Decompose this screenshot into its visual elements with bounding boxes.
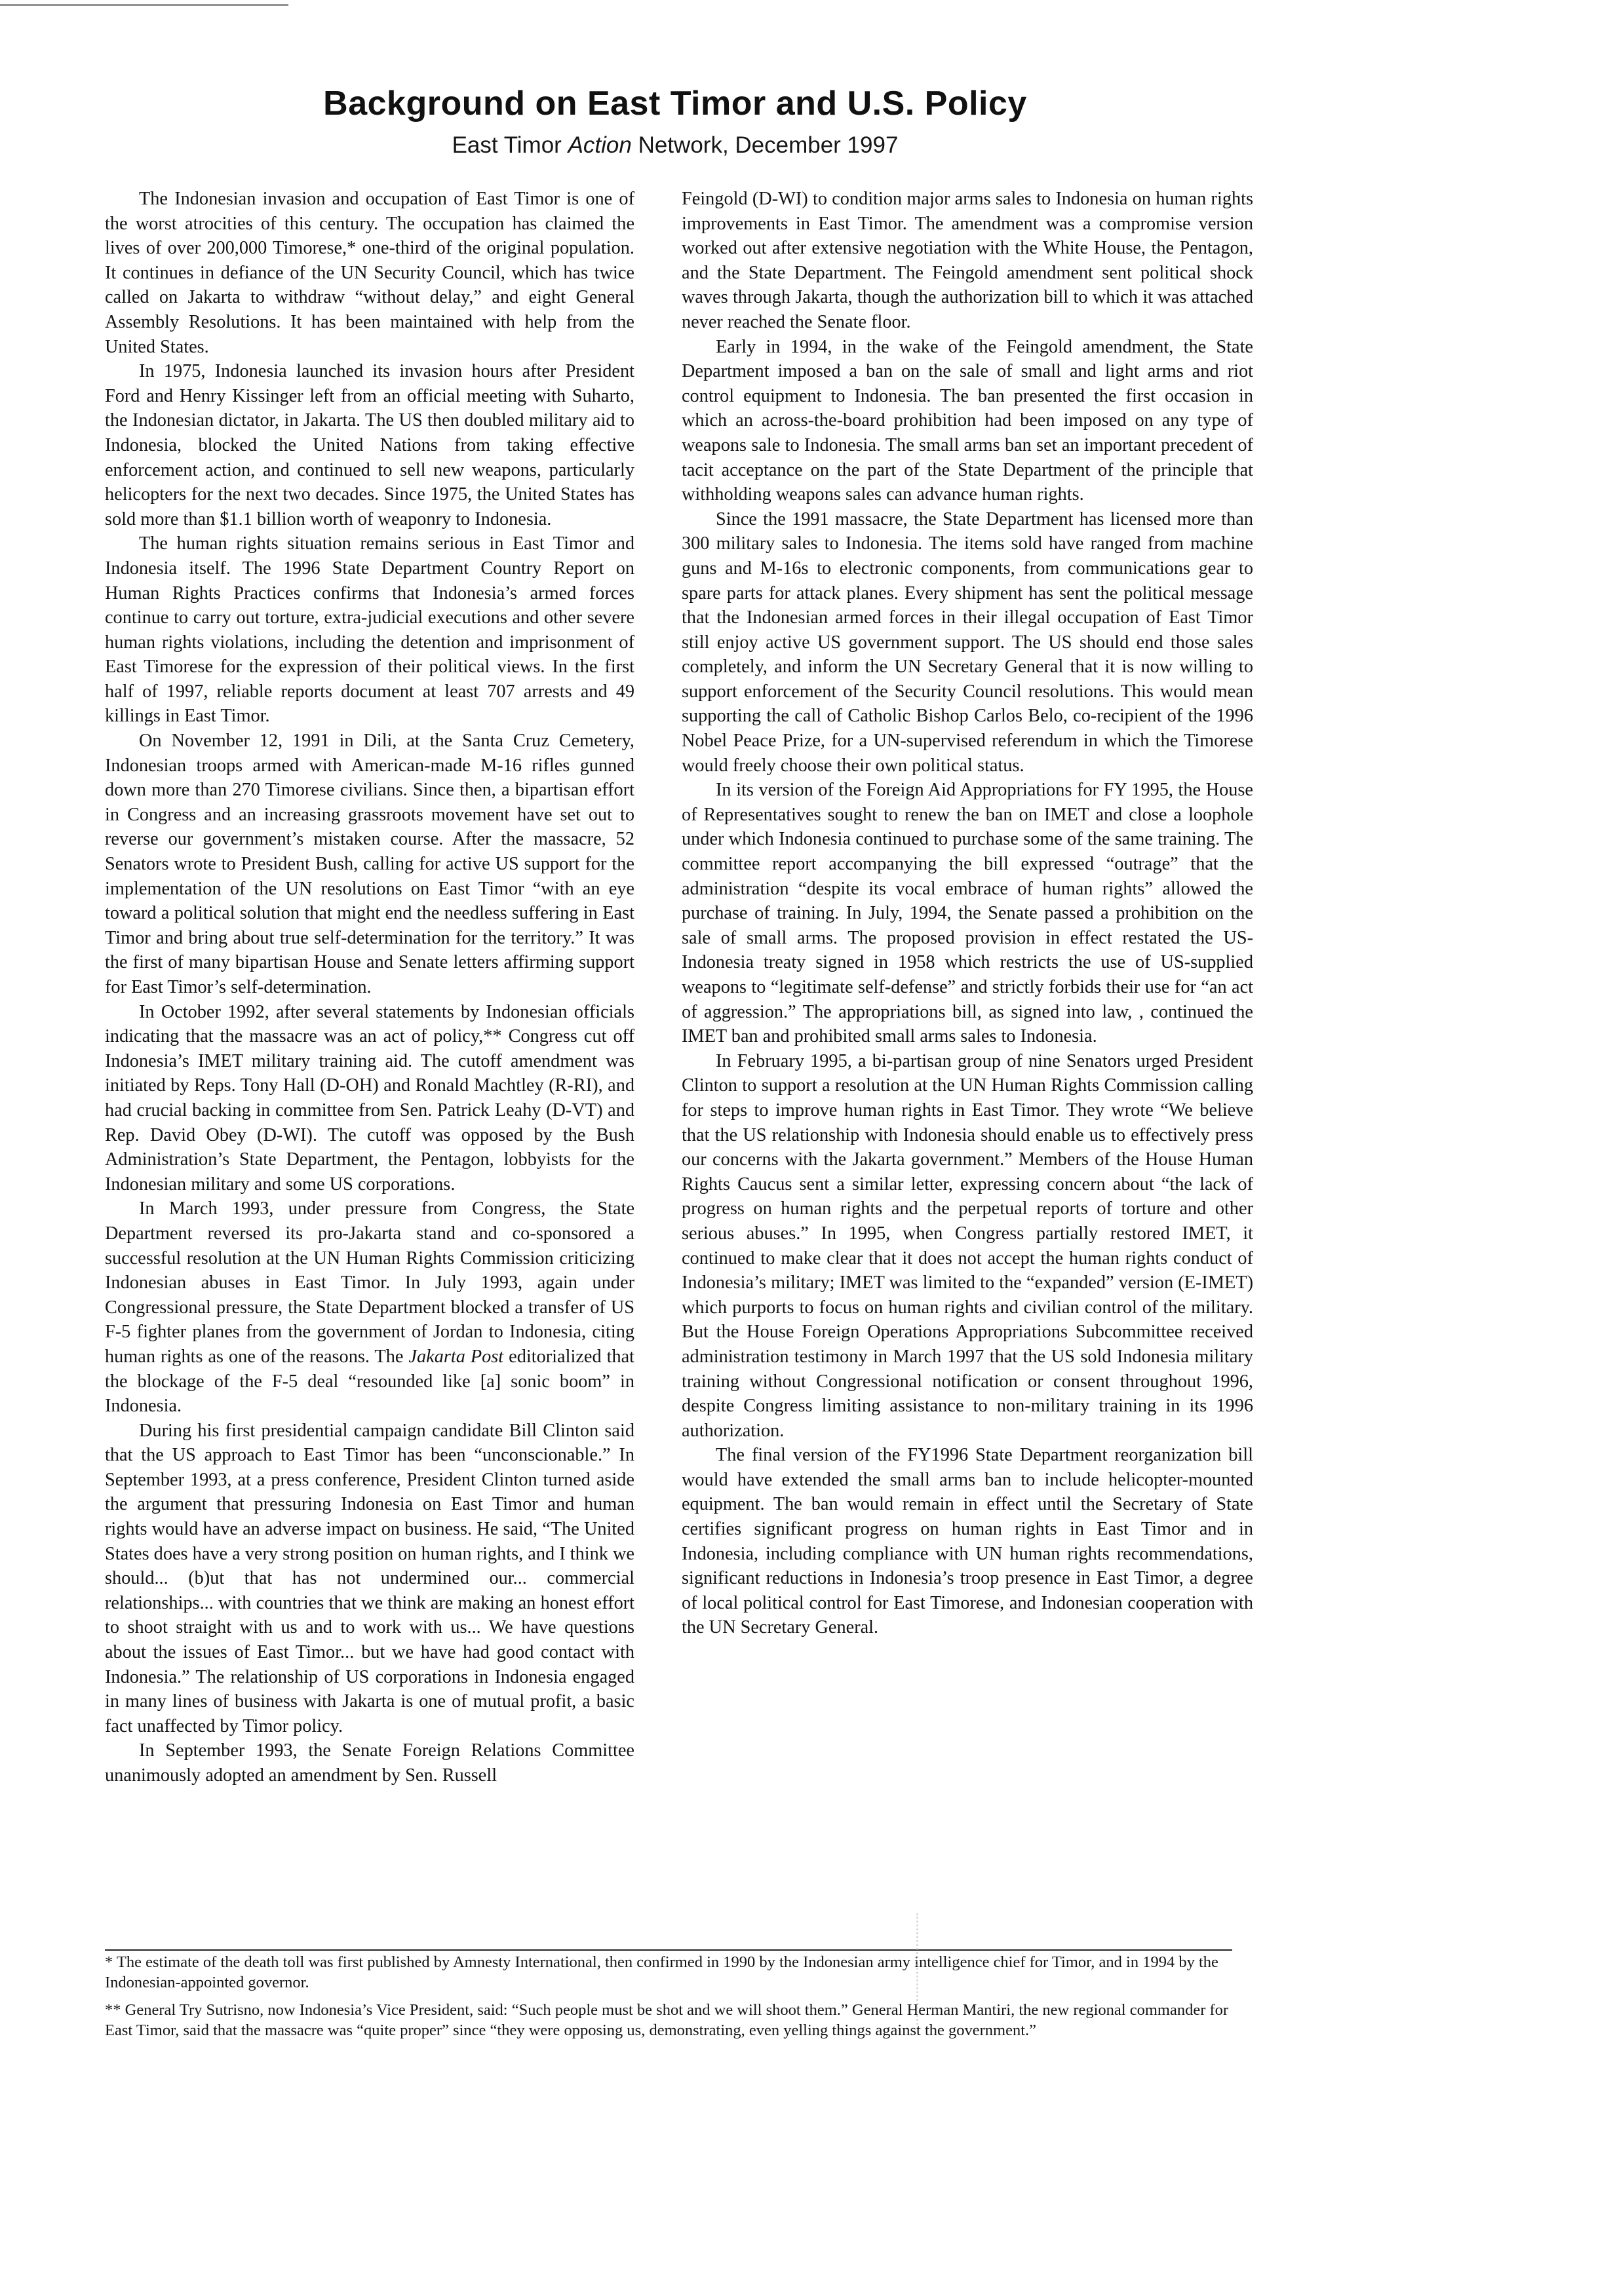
footnote-1: * The estimate of the death toll was first published by Amnesty International, then confirmed in 1990 by the Indonesian army intelligence chief for Timor, and in 1994 by the Indonesian-appointed governor. xyxy=(105,1953,1218,1991)
paragraph: During his first presidential campaign candidate Bill Clinton said that the US approach to East Timor has been “unconscionable.” In September 1993, at a press conference, President Clinton turned aside the argument that pressuring Indonesia on East Timor and human rights would have an adverse impact on business. He said, “The United States does have a very strong position on human rights, and I think we should... (b)ut that has not undermined our... commercial relationships... with countries that we think are making an honest effort to shoot straight with us and to work with us... We have questions about the issues of East Timor... but we have had good contact with Indonesia.” The relationship of US corporations in Indonesia engaged in many lines of business with Jakarta is one of mutual profit, a basic fact unaffected by Timor policy. xyxy=(105,1420,634,1736)
paragraph: In 1975, Indonesia launched its invasion hours after President Ford and Henry Kissinger left from an official meeting with Suharto, the Indonesian dictator, in Jakarta. The US then doubled military aid to Indonesia, blocked the United Nations from taking effective enforcement action, and continued to sell new weapons, particularly helicopters for the next two decades. Since 1975, the United States has sold more than $1.1 billion worth of weaponry to Indonesia. xyxy=(105,361,634,529)
subtitle-italic: Action xyxy=(568,132,632,158)
page-title: Background on East Timor and U.S. Policy xyxy=(323,85,1027,123)
left-column xyxy=(105,187,634,1788)
paragraph: On November 12, 1991 in Dili, at the Santa Cruz Cemetery, Indonesian troops armed with American-made M-16 rifles gunned down more than 270 Timorese civilians. Since then, a bipartisan effort in Congress and an increasing grassroots movement have set out to reverse our government’s mistaken course. After the massacre, 52 Senators wrote to President Bush, calling for active US support for the implementation of the UN resolutions on East Timor “with an eye toward a political solution that might end the needless suffering in East Timor and bring about true self-determination for the territory.” It was the first of many bipartisan House and Senate letters affirming support for East Timor’s self-determination. xyxy=(105,731,634,997)
footnote-divider xyxy=(105,1949,1232,1951)
paragraph: In September 1993, the Senate Foreign Relations Committee unanimously adopted an amendment by Sen. Russell xyxy=(105,1740,634,1786)
subtitle-part1: East Timor xyxy=(452,132,562,158)
paragraph: Since the 1991 massacre, the State Department has licensed more than 300 military sales to Indonesia. The items sold have ranged from machine guns and M-16s to electronic components, from communications gear to spare parts for attack planes. Every shipment has sent the political message that the Indonesian armed forces in their illegal occupation of East Timor still enjoy active US government support. The US should end those sales completely, and inform the UN Secretary General that it is now willing to support enforcement of the Security Council resolutions. This would mean supporting the call of Catholic Bishop Carlos Belo, co-recipient of the 1996 Nobel Peace Prize, for a UN-supervised referendum in which the Timorese would freely choose their own political status. xyxy=(682,508,1253,776)
right-column xyxy=(682,187,1253,1640)
paragraph xyxy=(105,1196,634,1418)
footnote-2: ** General Try Sutrisno, now Indonesia’s Vice President, said: “Such people must be shot and we will shoot them.” General Herman Mantiri, the new regional commander for East Timor, said that the massacre was “quite proper” since “they were opposing us, demonstrating, even yelling things against the government.” xyxy=(105,2001,1229,2039)
paragraph: Feingold (D-WI) to condition major arms sales to Indonesia on human rights improvements in East Timor. The amendment was a compromise version worked out after extensive negotiation with the White House, the Pentagon, and the State Department. The Feingold amendment sent political shock waves through Jakarta, though the authorization bill to which it was attached never reached the Senate floor. xyxy=(682,189,1253,332)
newspaper-name: Jakarta Post xyxy=(408,1346,504,1367)
paragraph: The final version of the FY1996 State Department reorganization bill would have extended the small arms ban to include helicopter-mounted equipment. The ban would remain in effect until the Secretary of State certifies significant progress on human rights in East Timor and in Indonesia, including compliance with UN human rights recommendations, significant reductions in Indonesia’s troop presence in East Timor, a degree of local political control for East Timorese, and Indonesian cooperation with the UN Secretary General. xyxy=(682,1445,1253,1638)
scan-margin-dots xyxy=(916,1913,920,2025)
paragraph: In October 1992, after several statements by Indonesian officials indicating that the massacre was an act of policy,** Congress cut off Indonesia’s IMET military training aid. The cutoff amendment was initiated by Reps. Tony Hall (D-OH) and Ronald Machtley (R-RI), and had crucial backing in committee from Sen. Patrick Leahy (D-VT) and Rep. David Obey (D-WI). The cutoff was opposed by the Bush Administration’s State Department, the Pentagon, lobbyists for the Indonesian military and some US corporations. xyxy=(105,1001,634,1195)
subtitle-part2: Network, December 1997 xyxy=(638,132,899,158)
page-subtitle xyxy=(0,132,1350,159)
paragraph: The human rights situation remains serious in East Timor and Indonesia itself. The 1996 State Department Country Report on Human Rights Practices confirms that Indonesia’s armed forces continue to carry out torture, extra-judicial executions and other severe human rights violations, including the detention and imprisonment of East Timorese for the expression of their political views. In the first half of 1997, reliable reports document at least 707 arrests and 49 killings in East Timor. xyxy=(105,533,634,727)
paragraph-text: editorialized that the blockage of the F-5 deal “resounded like [a] sonic boom” in Indonesia. xyxy=(105,1346,635,1417)
paragraph: Early in 1994, in the wake of the Feingold amendment, the State Department imposed a ban on the sale of small and light arms and riot control equipment to Indonesia. The ban presented the first occasion in which an across-the-board prohibition had been imposed on any type of weapons sale to Indonesia. The small arms ban set an important precedent of tacit acceptance on the part of the State Department of the principle that withholding weapons sales can advance human rights. xyxy=(682,336,1253,505)
paragraph: In February 1995, a bi-partisan group of nine Senators urged President Clinton to support a resolution at the UN Human Rights Commission calling for steps to improve human rights in East Timor. They wrote “We believe that the US relationship with Indonesia should enable us to effectively press our concerns with the Jakarta government.” Members of the House Human Rights Caucus sent a similar letter, expressing concern about “the lack of progress on human rights and the perpetual reports of torture and other serious abuses.” In 1995, when Congress partially restored IMET, it continued to make clear that it does not accept the human rights conduct of Indonesia’s military; IMET was limited to the “expanded” version (E-IMET) which purports to focus on human rights and civilian control of the military. But the House Foreign Operations Appropriations Subcommittee received administration testimony in March 1997 that the US sold Indonesia military training without Congressional notification or consent throughout 1996, despite Congress limiting assistance to non-military training in its 1996 authorization. xyxy=(682,1050,1253,1441)
footnotes xyxy=(105,1949,1232,2048)
paragraph-text: In March 1993, under pressure from Congress, the State Department reversed its pro-Jakarta stand and co-sponsored a successful resolution at the UN Human Rights Commission criticizing Indonesian abuses in East Timor. In July 1993, again under Congressional pressure, the State Department blocked a transfer of US F-5 fighter planes from the government of Jordan to Indonesia, citing human rights as one of the reasons. The xyxy=(105,1198,634,1367)
paragraph: The Indonesian invasion and occupation of East Timor is one of the worst atrocities of this century. The occupation has claimed the lives of over 200,000 Timorese,* one-third of the original population. It continues in defiance of the UN Security Council, which has twice called on Jakarta to withdraw “without delay,” and eight General Assembly Resolutions. It has been maintained with help from the United States. xyxy=(105,189,634,357)
paragraph: In its version of the Foreign Aid Appropriations for FY 1995, the House of Representatives sought to renew the ban on IMET and close a loophole under which Indonesia continued to purchase some of the same training. The committee report accompanying the bill expressed “outrage” that the administration “despite its vocal embrace of human rights” allowed the purchase of training. In July, 1994, the Senate passed a prohibition on the sale of small arms. The proposed provision in effect restated the US- Indonesia treaty signed in 1958 which restricts the use of US-supplied weapons to “legitimate self-defense” and strictly forbids their use for “an act of aggression.” The appropriations bill, as signed into law, , continued the IMET ban and prohibited small arms sales to Indonesia. xyxy=(682,780,1253,1047)
scan-edge-mark xyxy=(0,4,288,6)
